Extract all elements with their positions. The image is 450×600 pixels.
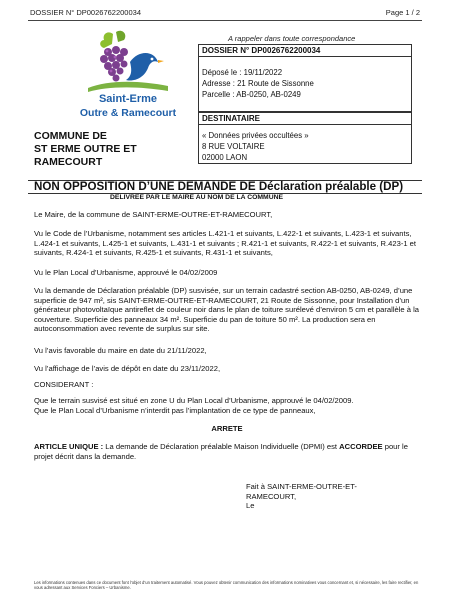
display-paragraph: Vu l’affichage de l’avis de dépôt en date du 23/11/2022, bbox=[34, 364, 221, 373]
mayor-opinion-paragraph: Vu l’avis favorable du maire en date du 21/11/2022, bbox=[34, 346, 207, 355]
article-unique-paragraph bbox=[34, 442, 420, 461]
dossier-number-header: DOSSIER N° DP0026762200034 bbox=[30, 8, 141, 17]
privacy-footer: Les informations contenues dans ce document font l’objet d’un traitement automatisé. Vous pouvez obtenir communication des informations nominatives vous concernant et, si nécessaire, les faire rectifier, en vous adressant aux Services Fonciers – Urbanisme. bbox=[34, 580, 419, 590]
deposit-date: Déposé le : 19/11/2022 bbox=[202, 68, 283, 77]
title-bold-part: NON OPPOSITION D’UNE DEMANDE DE bbox=[34, 180, 259, 193]
intro-paragraph: Le Maire, de la commune de SAINT-ERME-OUTRE-ET-RAMECOURT, bbox=[34, 210, 273, 219]
page-subtitle: DELIVREE PAR LE MAIRE AU NOM DE LA COMMUNE bbox=[110, 194, 284, 201]
grapes-bird-logo-icon bbox=[78, 28, 178, 126]
address: Adresse : 21 Route de Sissonne bbox=[202, 79, 314, 88]
commune-name bbox=[34, 130, 174, 169]
signature-line-2: RAMECOURT, bbox=[246, 491, 297, 501]
signature-block bbox=[246, 482, 396, 511]
recipient-street: 8 RUE VOLTAIRE bbox=[202, 142, 265, 151]
signature-line-1: Fait à SAINT-ERME-OUTRE-ET- bbox=[246, 482, 357, 491]
title-type-part: Déclaration préalable (DP) bbox=[258, 180, 404, 193]
recipient-name: « Données privées occultées » bbox=[202, 131, 309, 140]
svg-text:Saint-Erme: Saint-Erme bbox=[98, 93, 158, 105]
recipient-box bbox=[198, 112, 412, 164]
commune-logo bbox=[78, 28, 178, 126]
article-decision: ACCORDEE bbox=[339, 442, 383, 451]
dossier-box-title: DOSSIER N° DP0026762200034 bbox=[199, 45, 411, 57]
request-paragraph: Vu la demande de Déclaration préalable (DP) susvisée, sur un terrain cadastré section AB-0250, AB-0249, d’une superficie de 947 m², sis SAINT-ERME-OUTRE-ET-RAMECOURT, 21 Route de Sissonne, pour Installation d’un générateur photovoltaïque antireflet de couleur noir dans le plan de toiture surélevé d’environ 5 cm et parallèle à la couverture. Superficie des panneaux 34 m². Superficie du pan de toiture 50 m². La production sera en autoconsommation avec revente de surplus sur site. bbox=[34, 286, 419, 333]
correspondence-reminder: A rappeler dans toute correspondance bbox=[228, 34, 356, 43]
dossier-info-box bbox=[198, 44, 412, 112]
plu-paragraph: Vu le Plan Local d’Urbanisme, approuvé le 04/02/2009 bbox=[34, 268, 218, 277]
considerant-line-2: Que le Plan Local d’Urbanisme n’interdit pas l’implantation de ce type de panneaux, bbox=[34, 406, 316, 415]
signature-line-3: Le bbox=[246, 501, 255, 510]
recipient-city: 02000 LAON bbox=[202, 153, 248, 162]
considerant-line-1: Que le terrain susvisé est situé en zone U du Plan Local d’Urbanisme, approuvé le 04/02/2009. bbox=[34, 396, 354, 405]
code-urbanisme-paragraph: Vu le Code de l’Urbanisme, notamment ses articles L.421-1 et suivants, L.422-1 et suivants, L.423-1 et suivants, L.424-1 et suivants, L.425-1 et suivants, L.431-1 et suivants ; R.421-1 et suivants, R.422-1 et suivants, R.423-1 et suivants, R.424-1 et suivants, R.425-1 et suivants, R.431-1 et suivants, bbox=[34, 229, 417, 257]
arrete-heading: ARRETE bbox=[211, 424, 243, 433]
recipient-box-title: DESTINATAIRE bbox=[199, 113, 411, 125]
commune-line-2: ST ERME OUTRE ET bbox=[34, 143, 137, 155]
svg-text:Outre & Ramecourt: Outre & Ramecourt bbox=[79, 107, 177, 119]
article-text-1: La demande de Déclaration préalable Maison Individuelle (DPMI) est bbox=[103, 442, 340, 451]
commune-line-1: COMMUNE DE bbox=[34, 130, 107, 142]
article-label: ARTICLE UNIQUE : bbox=[34, 442, 104, 451]
commune-line-3: RAMECOURT bbox=[34, 156, 103, 168]
header-divider bbox=[28, 20, 422, 21]
page-title bbox=[34, 180, 403, 193]
parcel: Parcelle : AB-0250, AB-0249 bbox=[202, 90, 301, 99]
page-number: Page 1 / 2 bbox=[385, 8, 420, 17]
considerant-heading: CONSIDERANT : bbox=[34, 380, 94, 389]
article-text-2: pour le projet décrit dans la demande. bbox=[34, 442, 408, 461]
